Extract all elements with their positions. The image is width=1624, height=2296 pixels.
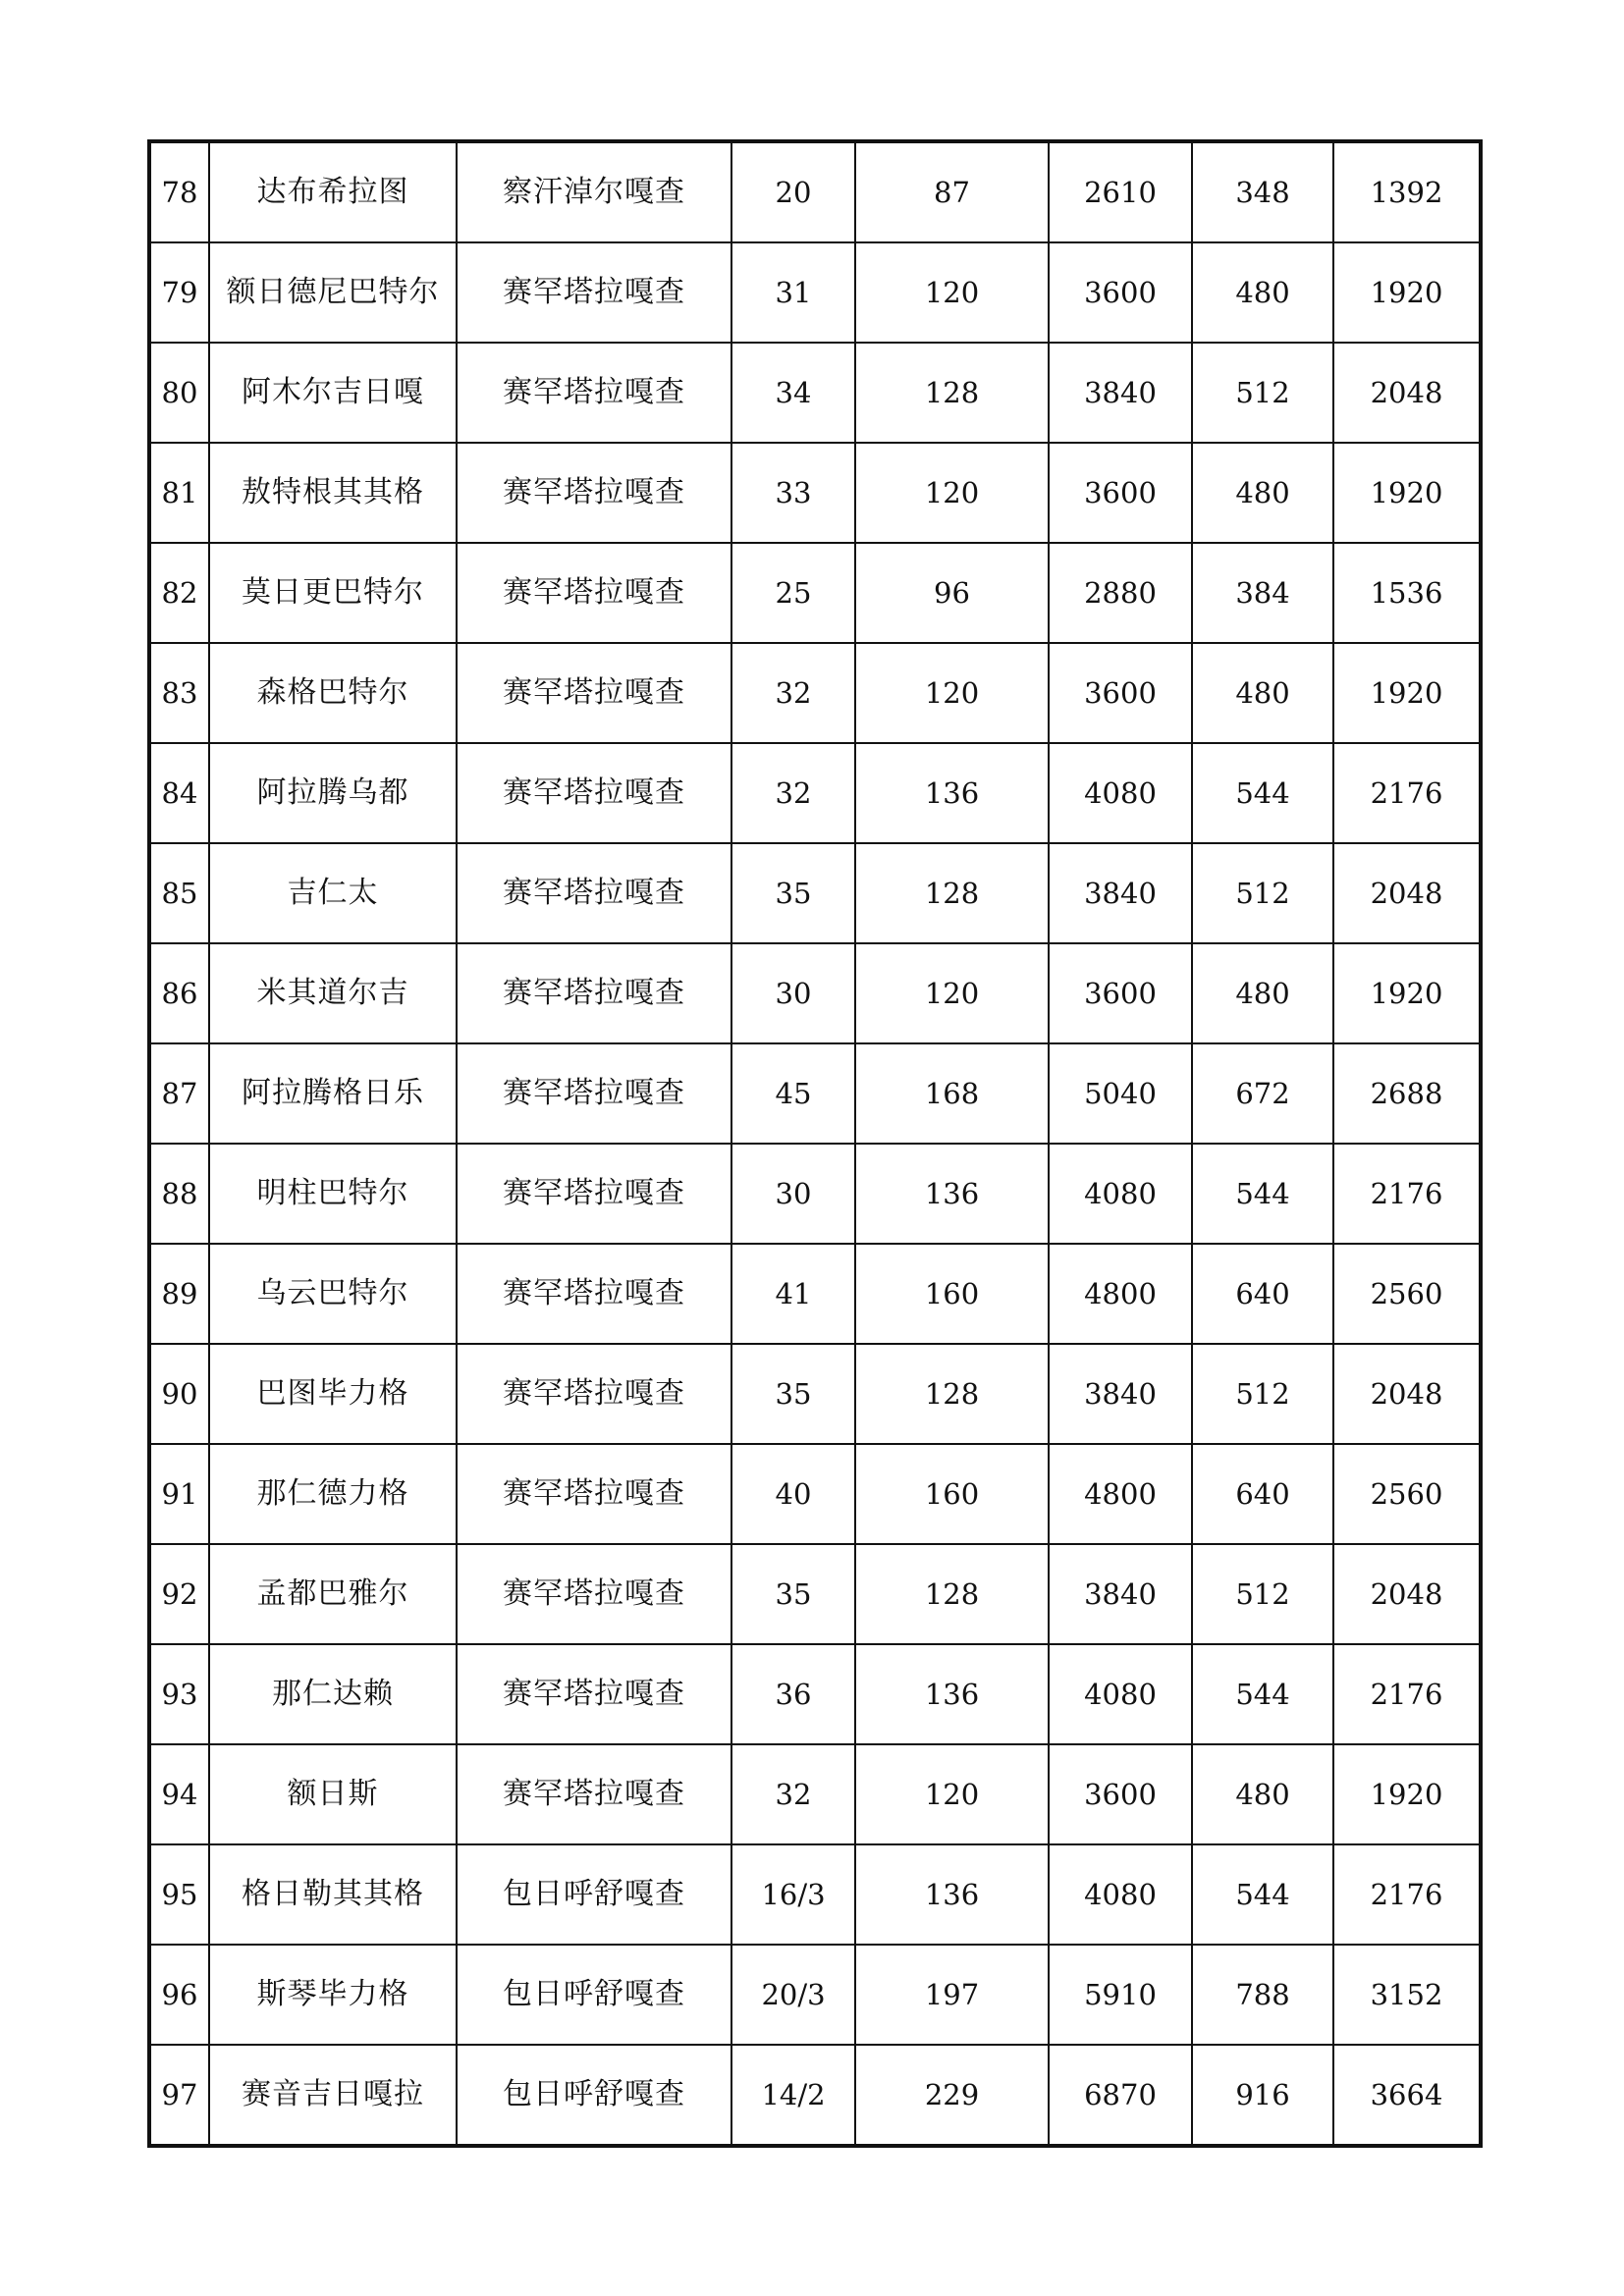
value-cell-1: 31 bbox=[731, 242, 855, 343]
value-cell-4: 544 bbox=[1192, 1844, 1333, 1945]
value-cell-2: 120 bbox=[855, 443, 1049, 543]
value-cell-4: 348 bbox=[1192, 141, 1333, 242]
row-number-cell: 91 bbox=[149, 1444, 209, 1544]
value-cell-4: 480 bbox=[1192, 643, 1333, 743]
name-cell: 额日斯 bbox=[209, 1744, 457, 1844]
value-cell-5: 1920 bbox=[1333, 943, 1481, 1043]
value-cell-3: 3600 bbox=[1049, 643, 1192, 743]
row-number-cell: 90 bbox=[149, 1344, 209, 1444]
area-cell: 赛罕塔拉嘎查 bbox=[457, 1444, 731, 1544]
area-cell: 包日呼舒嘎查 bbox=[457, 2045, 731, 2146]
area-cell: 赛罕塔拉嘎查 bbox=[457, 343, 731, 443]
row-number-cell: 83 bbox=[149, 643, 209, 743]
value-cell-3: 3600 bbox=[1049, 443, 1192, 543]
value-cell-4: 544 bbox=[1192, 1644, 1333, 1744]
value-cell-1: 32 bbox=[731, 743, 855, 843]
value-cell-2: 128 bbox=[855, 1344, 1049, 1444]
name-cell: 敖特根其其格 bbox=[209, 443, 457, 543]
value-cell-3: 3600 bbox=[1049, 242, 1192, 343]
value-cell-3: 4800 bbox=[1049, 1444, 1192, 1544]
row-number-cell: 79 bbox=[149, 242, 209, 343]
table-row bbox=[149, 1444, 1481, 1544]
value-cell-3: 2610 bbox=[1049, 141, 1192, 242]
row-number-cell: 85 bbox=[149, 843, 209, 943]
value-cell-3: 3600 bbox=[1049, 943, 1192, 1043]
area-cell: 赛罕塔拉嘎查 bbox=[457, 1544, 731, 1644]
value-cell-5: 2048 bbox=[1333, 1344, 1481, 1444]
table-row bbox=[149, 1344, 1481, 1444]
row-number-cell: 80 bbox=[149, 343, 209, 443]
name-cell: 明柱巴特尔 bbox=[209, 1144, 457, 1244]
area-cell: 包日呼舒嘎查 bbox=[457, 1945, 731, 2045]
name-cell: 森格巴特尔 bbox=[209, 643, 457, 743]
value-cell-5: 1536 bbox=[1333, 543, 1481, 643]
value-cell-4: 512 bbox=[1192, 1544, 1333, 1644]
table-row bbox=[149, 1844, 1481, 1945]
value-cell-2: 136 bbox=[855, 1844, 1049, 1945]
value-cell-5: 2176 bbox=[1333, 1844, 1481, 1945]
table-row bbox=[149, 443, 1481, 543]
value-cell-2: 160 bbox=[855, 1244, 1049, 1344]
name-cell: 那仁达赖 bbox=[209, 1644, 457, 1744]
area-cell: 赛罕塔拉嘎查 bbox=[457, 743, 731, 843]
value-cell-4: 512 bbox=[1192, 1344, 1333, 1444]
row-number-cell: 96 bbox=[149, 1945, 209, 2045]
value-cell-2: 120 bbox=[855, 943, 1049, 1043]
value-cell-5: 2560 bbox=[1333, 1244, 1481, 1344]
value-cell-2: 197 bbox=[855, 1945, 1049, 2045]
area-cell: 赛罕塔拉嘎查 bbox=[457, 1043, 731, 1144]
value-cell-5: 2176 bbox=[1333, 1144, 1481, 1244]
value-cell-5: 3664 bbox=[1333, 2045, 1481, 2146]
value-cell-5: 2176 bbox=[1333, 743, 1481, 843]
value-cell-2: 128 bbox=[855, 343, 1049, 443]
value-cell-3: 3840 bbox=[1049, 1344, 1192, 1444]
name-cell: 阿拉腾格日乐 bbox=[209, 1043, 457, 1144]
value-cell-1: 40 bbox=[731, 1444, 855, 1544]
area-cell: 赛罕塔拉嘎查 bbox=[457, 943, 731, 1043]
value-cell-1: 32 bbox=[731, 643, 855, 743]
table-row bbox=[149, 843, 1481, 943]
area-cell: 赛罕塔拉嘎查 bbox=[457, 643, 731, 743]
name-cell: 那仁德力格 bbox=[209, 1444, 457, 1544]
name-cell: 斯琴毕力格 bbox=[209, 1945, 457, 2045]
name-cell: 米其道尔吉 bbox=[209, 943, 457, 1043]
value-cell-3: 3600 bbox=[1049, 1744, 1192, 1844]
name-cell: 巴图毕力格 bbox=[209, 1344, 457, 1444]
value-cell-1: 45 bbox=[731, 1043, 855, 1144]
value-cell-2: 120 bbox=[855, 1744, 1049, 1844]
value-cell-3: 4080 bbox=[1049, 1844, 1192, 1945]
name-cell: 阿拉腾乌都 bbox=[209, 743, 457, 843]
area-cell: 赛罕塔拉嘎查 bbox=[457, 1244, 731, 1344]
value-cell-4: 384 bbox=[1192, 543, 1333, 643]
area-cell: 包日呼舒嘎查 bbox=[457, 1844, 731, 1945]
value-cell-5: 1920 bbox=[1333, 443, 1481, 543]
value-cell-1: 35 bbox=[731, 843, 855, 943]
value-cell-1: 16/3 bbox=[731, 1844, 855, 1945]
value-cell-4: 480 bbox=[1192, 943, 1333, 1043]
value-cell-1: 30 bbox=[731, 943, 855, 1043]
value-cell-5: 2688 bbox=[1333, 1043, 1481, 1144]
area-cell: 赛罕塔拉嘎查 bbox=[457, 242, 731, 343]
area-cell: 赛罕塔拉嘎查 bbox=[457, 1144, 731, 1244]
row-number-cell: 93 bbox=[149, 1644, 209, 1744]
value-cell-1: 20 bbox=[731, 141, 855, 242]
value-cell-4: 480 bbox=[1192, 443, 1333, 543]
value-cell-3: 5040 bbox=[1049, 1043, 1192, 1144]
value-cell-4: 544 bbox=[1192, 743, 1333, 843]
value-cell-1: 32 bbox=[731, 1744, 855, 1844]
area-cell: 赛罕塔拉嘎查 bbox=[457, 1344, 731, 1444]
value-cell-1: 14/2 bbox=[731, 2045, 855, 2146]
row-number-cell: 89 bbox=[149, 1244, 209, 1344]
value-cell-4: 788 bbox=[1192, 1945, 1333, 2045]
value-cell-2: 136 bbox=[855, 743, 1049, 843]
value-cell-4: 640 bbox=[1192, 1444, 1333, 1544]
value-cell-5: 3152 bbox=[1333, 1945, 1481, 2045]
table-row bbox=[149, 1144, 1481, 1244]
value-cell-3: 4080 bbox=[1049, 1144, 1192, 1244]
table-row bbox=[149, 1644, 1481, 1744]
value-cell-4: 480 bbox=[1192, 242, 1333, 343]
value-cell-2: 87 bbox=[855, 141, 1049, 242]
value-cell-4: 672 bbox=[1192, 1043, 1333, 1144]
value-cell-2: 136 bbox=[855, 1644, 1049, 1744]
area-cell: 赛罕塔拉嘎查 bbox=[457, 843, 731, 943]
value-cell-2: 128 bbox=[855, 843, 1049, 943]
area-cell: 赛罕塔拉嘎查 bbox=[457, 1744, 731, 1844]
value-cell-1: 33 bbox=[731, 443, 855, 543]
area-cell: 赛罕塔拉嘎查 bbox=[457, 1644, 731, 1744]
value-cell-1: 30 bbox=[731, 1144, 855, 1244]
table-row bbox=[149, 242, 1481, 343]
value-cell-4: 544 bbox=[1192, 1144, 1333, 1244]
value-cell-1: 20/3 bbox=[731, 1945, 855, 2045]
name-cell: 格日勒其其格 bbox=[209, 1844, 457, 1945]
value-cell-5: 1920 bbox=[1333, 242, 1481, 343]
value-cell-1: 34 bbox=[731, 343, 855, 443]
table-row bbox=[149, 2045, 1481, 2146]
table-row bbox=[149, 643, 1481, 743]
value-cell-3: 4080 bbox=[1049, 743, 1192, 843]
value-cell-3: 2880 bbox=[1049, 543, 1192, 643]
table-row bbox=[149, 343, 1481, 443]
row-number-cell: 82 bbox=[149, 543, 209, 643]
name-cell: 莫日更巴特尔 bbox=[209, 543, 457, 643]
table-row bbox=[149, 1744, 1481, 1844]
value-cell-5: 1392 bbox=[1333, 141, 1481, 242]
value-cell-4: 512 bbox=[1192, 843, 1333, 943]
value-cell-2: 120 bbox=[855, 242, 1049, 343]
value-cell-5: 2048 bbox=[1333, 343, 1481, 443]
table-row bbox=[149, 543, 1481, 643]
value-cell-4: 640 bbox=[1192, 1244, 1333, 1344]
value-cell-5: 2176 bbox=[1333, 1644, 1481, 1744]
name-cell: 达布希拉图 bbox=[209, 141, 457, 242]
value-cell-2: 160 bbox=[855, 1444, 1049, 1544]
row-number-cell: 84 bbox=[149, 743, 209, 843]
row-number-cell: 97 bbox=[149, 2045, 209, 2146]
name-cell: 吉仁太 bbox=[209, 843, 457, 943]
value-cell-2: 229 bbox=[855, 2045, 1049, 2146]
row-number-cell: 87 bbox=[149, 1043, 209, 1144]
value-cell-1: 36 bbox=[731, 1644, 855, 1744]
value-cell-4: 480 bbox=[1192, 1744, 1333, 1844]
value-cell-2: 128 bbox=[855, 1544, 1049, 1644]
name-cell: 乌云巴特尔 bbox=[209, 1244, 457, 1344]
table-row bbox=[149, 1544, 1481, 1644]
area-cell: 赛罕塔拉嘎查 bbox=[457, 443, 731, 543]
value-cell-3: 3840 bbox=[1049, 1544, 1192, 1644]
name-cell: 阿木尔吉日嘎 bbox=[209, 343, 457, 443]
value-cell-2: 96 bbox=[855, 543, 1049, 643]
value-cell-4: 916 bbox=[1192, 2045, 1333, 2146]
area-cell: 赛罕塔拉嘎查 bbox=[457, 543, 731, 643]
name-cell: 赛音吉日嘎拉 bbox=[209, 2045, 457, 2146]
value-cell-3: 4800 bbox=[1049, 1244, 1192, 1344]
table-row bbox=[149, 1244, 1481, 1344]
value-cell-4: 512 bbox=[1192, 343, 1333, 443]
table-body bbox=[149, 141, 1481, 2146]
table-row bbox=[149, 141, 1481, 242]
value-cell-5: 1920 bbox=[1333, 1744, 1481, 1844]
value-cell-5: 2048 bbox=[1333, 1544, 1481, 1644]
table-row bbox=[149, 943, 1481, 1043]
data-table bbox=[147, 139, 1483, 2148]
value-cell-5: 2048 bbox=[1333, 843, 1481, 943]
row-number-cell: 95 bbox=[149, 1844, 209, 1945]
value-cell-3: 3840 bbox=[1049, 843, 1192, 943]
value-cell-3: 4080 bbox=[1049, 1644, 1192, 1744]
value-cell-2: 168 bbox=[855, 1043, 1049, 1144]
value-cell-2: 120 bbox=[855, 643, 1049, 743]
value-cell-1: 41 bbox=[731, 1244, 855, 1344]
value-cell-3: 5910 bbox=[1049, 1945, 1192, 2045]
row-number-cell: 78 bbox=[149, 141, 209, 242]
row-number-cell: 81 bbox=[149, 443, 209, 543]
row-number-cell: 88 bbox=[149, 1144, 209, 1244]
value-cell-2: 136 bbox=[855, 1144, 1049, 1244]
table-row bbox=[149, 1043, 1481, 1144]
table-row bbox=[149, 1945, 1481, 2045]
value-cell-5: 1920 bbox=[1333, 643, 1481, 743]
value-cell-1: 35 bbox=[731, 1344, 855, 1444]
name-cell: 额日德尼巴特尔 bbox=[209, 242, 457, 343]
row-number-cell: 92 bbox=[149, 1544, 209, 1644]
value-cell-1: 25 bbox=[731, 543, 855, 643]
value-cell-5: 2560 bbox=[1333, 1444, 1481, 1544]
area-cell: 察汗淖尔嘎查 bbox=[457, 141, 731, 242]
row-number-cell: 86 bbox=[149, 943, 209, 1043]
table-row bbox=[149, 743, 1481, 843]
value-cell-1: 35 bbox=[731, 1544, 855, 1644]
name-cell: 孟都巴雅尔 bbox=[209, 1544, 457, 1644]
value-cell-3: 6870 bbox=[1049, 2045, 1192, 2146]
row-number-cell: 94 bbox=[149, 1744, 209, 1844]
value-cell-3: 3840 bbox=[1049, 343, 1192, 443]
